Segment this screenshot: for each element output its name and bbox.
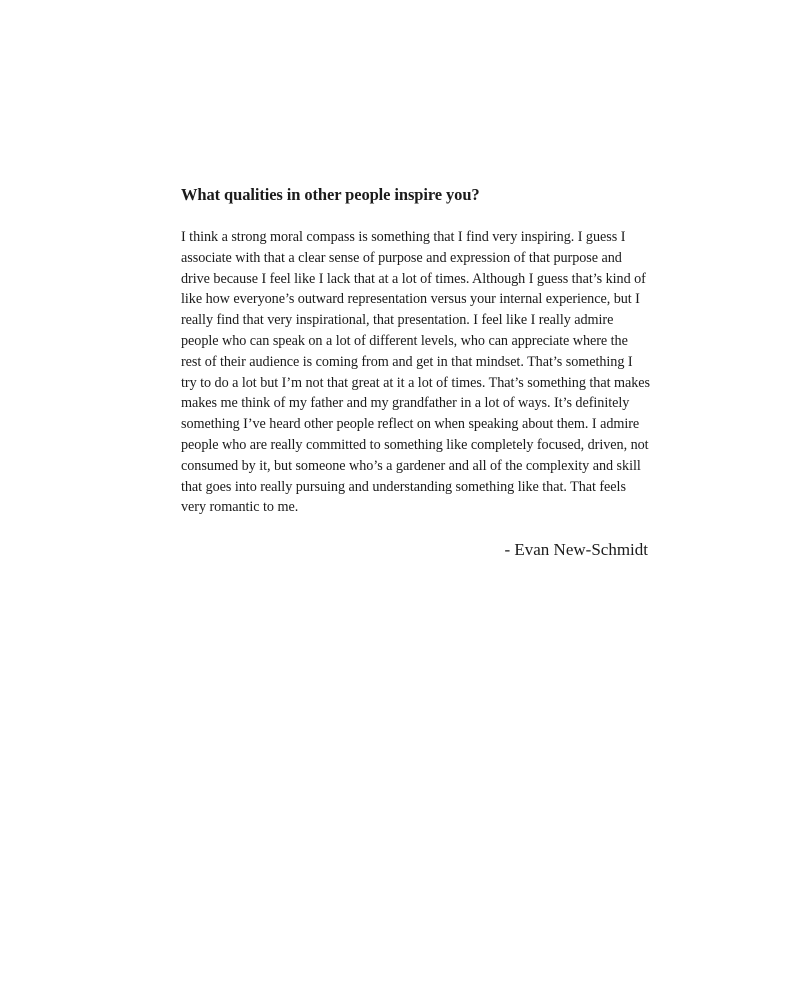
question-heading: What qualities in other people inspire you? [181,185,480,204]
attribution: - Evan New-Schmidt [504,540,648,560]
quote-block [181,183,651,562]
answer-paragraph: I think a strong moral compass is something that I find very inspiring. I guess I associate with that a clear sense of purpose and expression of that purpose and drive because I feel like I lack that at a lot of times. Although I guess that’s kind of like how everyone’s outward representation versus your internal experience, but I really find that very inspirational, that presentation. I feel like I really admire people who can speak on a lot of different levels, who can appreciate where the rest of their audience is coming from and get in that mindset. That’s something I try to do a lot but I’m not that great at it a lot of times. That’s something that makes makes me think of my father and my grandfather in a lot of ways. It’s definitely something I’ve heard other people reflect on when speaking about them. I admire people who are really committed to something like completely focused, driven, not consumed by it, but someone who’s a gardener and all of the complexity and skill that goes into really pursuing and understanding something like that. That feels very romantic to me. [181,229,650,516]
